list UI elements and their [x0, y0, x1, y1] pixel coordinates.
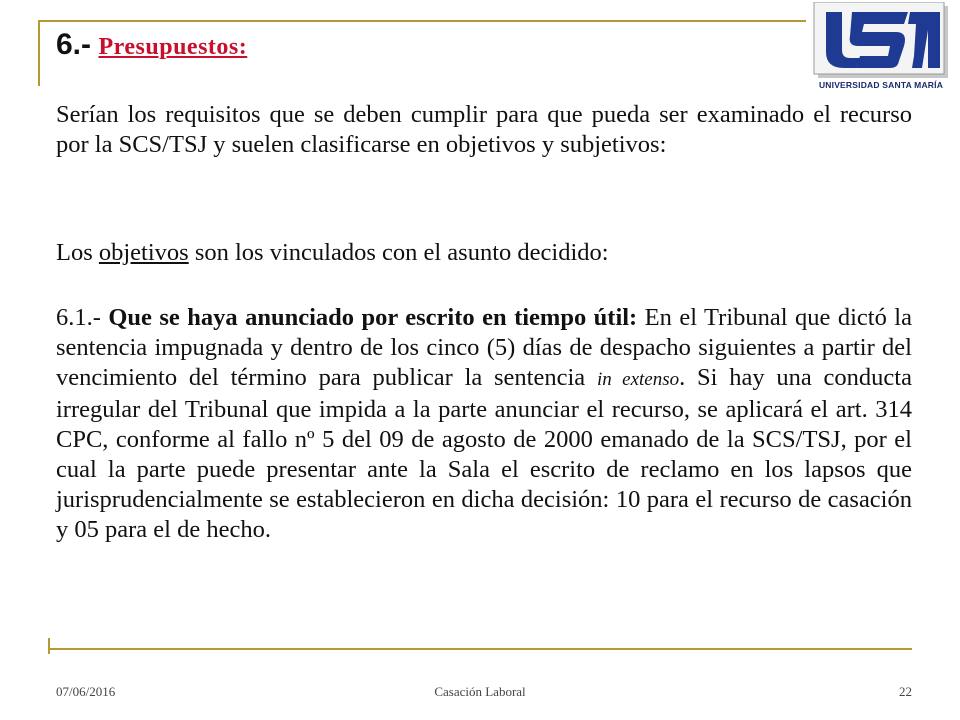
- footer-page-number: 22: [899, 684, 912, 699]
- footer-title: Casación Laboral: [434, 684, 526, 699]
- p2-underlined-term: objetivos: [98, 239, 189, 266]
- p3-italic-term: in extenso: [596, 369, 680, 390]
- p3-bold-heading: Que se haya anunciado por escrito en tiempo útil:: [108, 304, 638, 331]
- slide-title: [56, 28, 247, 62]
- logo-caption: UNIVERSIDAD SANTA MARÍA: [818, 80, 944, 90]
- paragraph-6-1: [56, 303, 912, 545]
- p3-text-1: En el Tribunal que dictó la sentencia impugnada y dentro de los cinco (5) días de despacho siguientes a partir del vencimiento del término para publicar la sentencia: [56, 304, 912, 391]
- section-title: Presupuestos:: [98, 34, 248, 60]
- p3-text-2: . Si hay una conducta irregular del Tribunal que impida a la parte anunciar el recurso, se aplicará el art. 314 CPC, conforme al fallo nº 5 del 09 de agosto de 2000 emanado de la SCS/TSJ, por el cual la parte puede presentar ante la Sala el escrito de reclamo en los lapsos que jurisprudencialmente se establecieron en dicha decisión: 10 para el recurso de casación y 05 para el de hecho.: [56, 364, 912, 543]
- paragraph-objetivos: [56, 238, 912, 268]
- p2-after: son los vinculados con el asunto decidido:: [188, 239, 609, 266]
- p2-before: Los: [56, 239, 99, 266]
- left-rule: [38, 20, 40, 86]
- bottom-rule: [48, 648, 912, 650]
- footer-date: 07/06/2016: [56, 684, 116, 699]
- usm-logo: [812, 2, 950, 98]
- top-rule: [38, 20, 806, 22]
- paragraph-intro: Serían los requisitos que se deben cumplir para que pueda ser examinado el recurso por la SCS/TSJ y suelen clasificarse en objetivos y subjetivos:: [56, 101, 912, 158]
- p3-number: 6.1.-: [56, 304, 109, 331]
- bottom-rule-tick: [48, 638, 50, 654]
- section-number: 6.-: [56, 28, 92, 61]
